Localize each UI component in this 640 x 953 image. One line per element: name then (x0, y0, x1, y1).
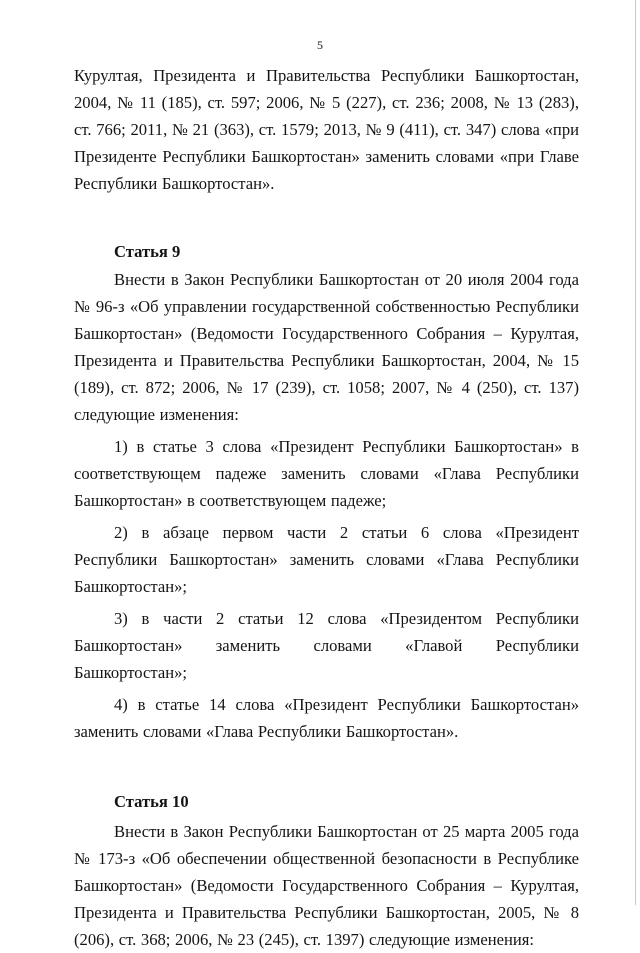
article-10-intro: Внести в Закон Республики Башкортостан от 25 марта 2005 года № 173-з «Об обеспечении общественной безопасности в Республике Башкортостан» (Ведомости Государственного Собрания – Курултая, Президента и Правительства Республики Башкортостан, 2005, № 8 (206), ст. 368; 2006, № 23 (245), ст. 1397) следующие изменения: (74, 822, 579, 949)
page-number: 5 (317, 38, 323, 52)
article-9-heading: Статья 9 (114, 242, 181, 261)
article-9-intro: Внести в Закон Республики Башкортостан от 20 июля 2004 года № 96-з «Об управлении государственной собственностью Республики Башкортостан» (Ведомости Государственного Собрания – Курултая, Президента и Правительства Республики Башкортостан, 2004, № 15 (189), ст. 872; 2006, № 17 (239), ст. 1058; 2007, № 4 (250), ст. 137) следующие изменения: (74, 270, 579, 424)
article-9-item-1: 1) в статье 3 слова «Президент Республики Башкортостан» в соответствующем падеже заменить словами «Глава Республики Башкортостан» в соответствующем падеже; (74, 437, 579, 510)
article-9-item-2: 2) в абзаце первом части 2 статьи 6 слова «Президент Республики Башкортостан» заменить словами «Глава Республики Башкортостан»; (74, 523, 579, 596)
document-body (74, 62, 579, 953)
page-edge-shadow (635, 0, 636, 905)
article-10-heading: Статья 10 (114, 792, 189, 811)
opening-paragraph: Курултая, Президента и Правительства Республики Башкортостан, 2004, № 11 (185), ст. 597; 2006, № 5 (227), ст. 236; 2008, № 13 (283), ст. 766; 2011, № 21 (363), ст. 1579; 2013, № 9 (411), ст. 347) слова «при Президенте Республики Башкортостан» заменить словами «при Главе Республики Башкортостан». (74, 66, 579, 193)
article-9-item-3: 3) в части 2 статьи 12 слова «Президентом Республики Башкортостан» заменить словами «Главой Республики Башкортостан»; (74, 609, 579, 682)
article-9-item-4: 4) в статье 14 слова «Президент Республики Башкортостан» заменить словами «Глава Республики Башкортостан». (74, 695, 579, 741)
